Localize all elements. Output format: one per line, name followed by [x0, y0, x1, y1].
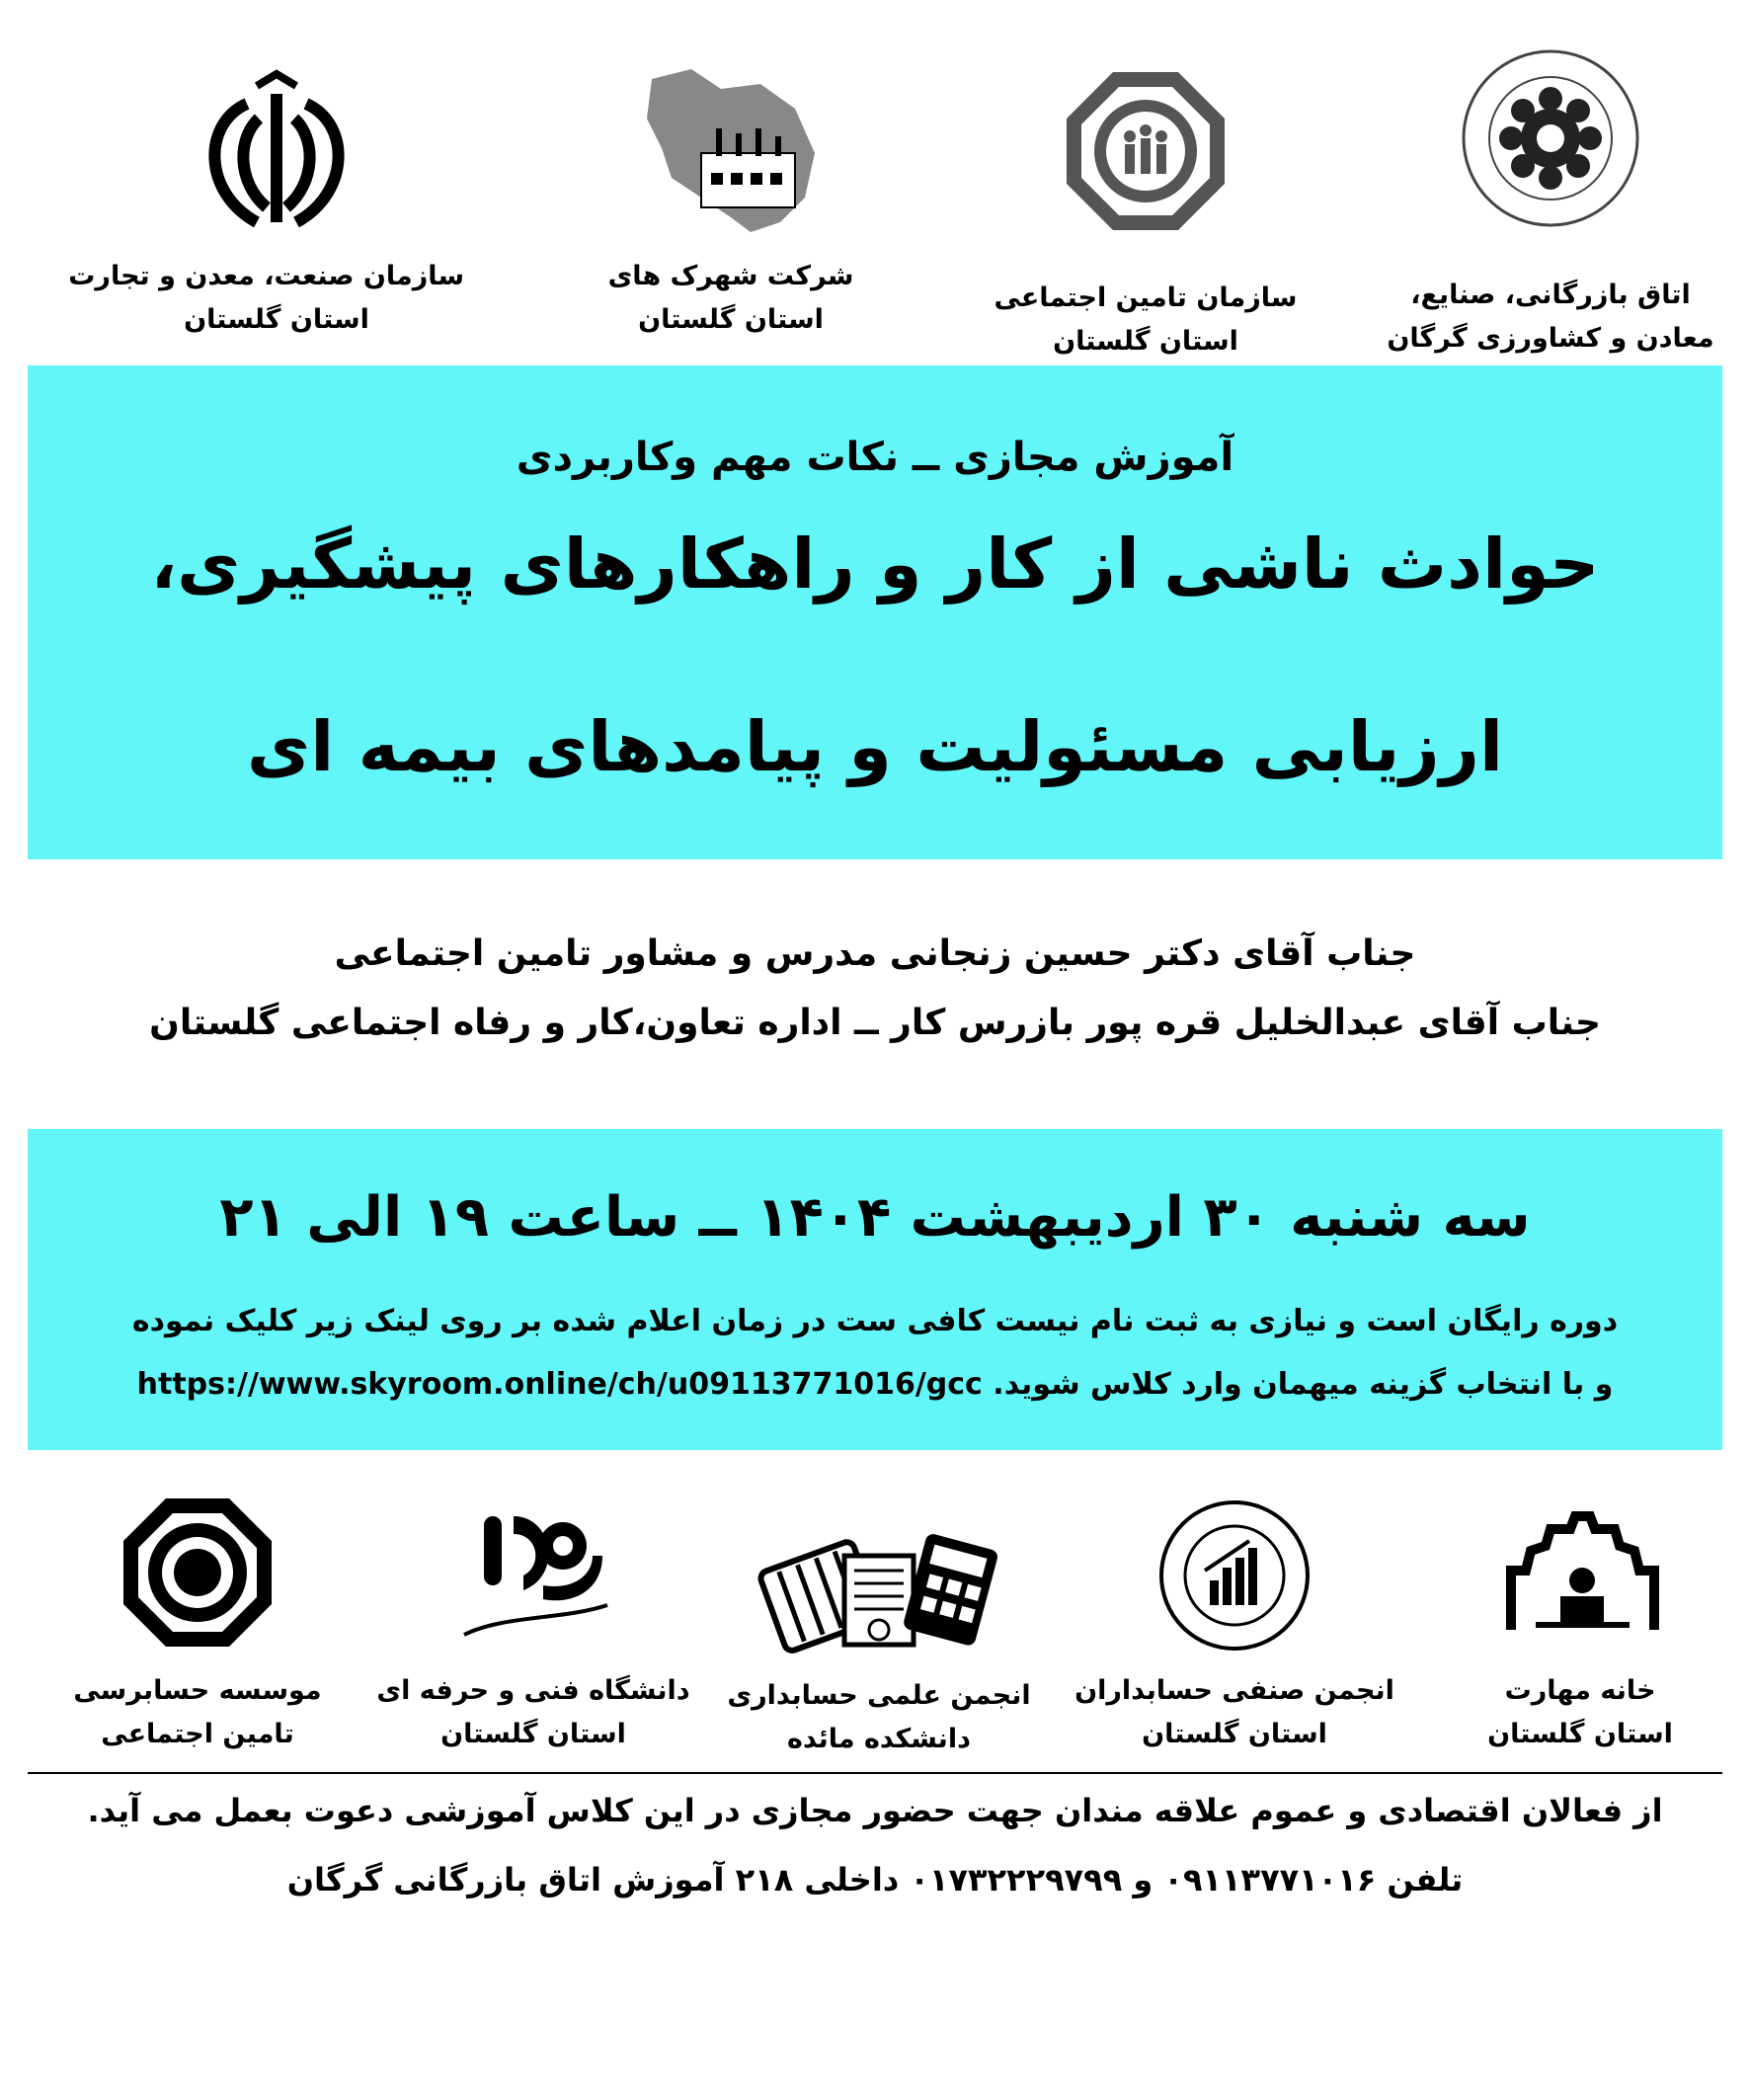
iran-emblem-icon [188, 64, 365, 237]
logo-industry-ministry [68, 64, 464, 342]
speaker-line1: جناب آقای دکتر حسین زنجانی مدرس و مشاور تامین اجتماعی [334, 933, 1416, 974]
contact-phone: تلفن ۰۹۱۱۳۷۷۱۰۱۶ و ۰۱۷۳۲۲۲۹۷۹۹ داخلی ۲۱۸ آموزش اتاق بازرگانی گرگان [286, 1861, 1464, 1898]
course-subtitle: آموزش مجازی ــ نکات مهم وکاربردی [516, 435, 1234, 480]
speaker-line2: جناب آقای عبدالخلیل قره پور بازرس کار ــ اداره تعاون،کار و رفاه اجتماعی گلستان [149, 1003, 1601, 1043]
invitation-text: از فعالان اقتصادی و عموم علاقه مندان جهت حضور مجازی در این کلاس آموزشی دعوت بعمل می آید. [87, 1792, 1663, 1829]
skills-house-gear-icon [1491, 1501, 1669, 1650]
logo-industrial-towns [523, 59, 938, 342]
logo-label-line1: دانشگاه فنی و حرفه ای [376, 1675, 690, 1706]
logo-label-line1: انجمن علمی حسابداری [727, 1680, 1031, 1711]
social-security-emblem-icon [1062, 67, 1230, 235]
logo-label-line2: تامین اجتماعی [101, 1719, 294, 1749]
industrial-towns-map-icon [632, 59, 830, 247]
logo-label-line1: سازمان صنعت، معدن و تجارت [68, 261, 464, 291]
logo-label-line2: معادن و کشاورزی گرگان [1387, 323, 1714, 354]
registration-info-line2 [0, 1367, 1750, 1402]
logo-label-line1: موسسه حسابرسی [73, 1675, 322, 1706]
class-link[interactable]: https://www.skyroom.online/ch/u09113771016/gcc [136, 1367, 983, 1402]
logo-label-line2: استان گلستان [440, 1719, 626, 1749]
logo-label-line1: اتاق بازرگانی، صنایع، [1410, 280, 1691, 310]
logo-accounting-scientific-association [701, 1526, 1057, 1761]
logo-accountants-association [1047, 1496, 1422, 1756]
logo-technical-university [356, 1496, 711, 1756]
logo-label-line1: شرکت شهرک های [607, 261, 854, 291]
logo-label-line2: استان گلستان [1053, 326, 1238, 357]
logo-label-line2: استان گلستان [184, 304, 369, 335]
registration-instruction: و با انتخاب گزینه میهمان وارد کلاس شوید. [993, 1367, 1614, 1402]
logo-label-line2: استان گلستان [1487, 1719, 1673, 1749]
accountants-association-seal-icon [1155, 1496, 1313, 1655]
logo-skills-house [1422, 1501, 1738, 1756]
chamber-of-commerce-seal-icon [1457, 44, 1644, 232]
course-title-line2: ارزیابی مسئولیت و پیامدهای بیمه ای [247, 706, 1503, 787]
footer-divider [28, 1772, 1722, 1774]
schedule-band [28, 1129, 1722, 1450]
logo-label-line1: خانه مهارت [1504, 1675, 1656, 1706]
accounting-calculator-icon [751, 1526, 1007, 1655]
course-title-line1: حوادث ناشی از کار و راهکارهای پیشگیری، [150, 524, 1600, 605]
logo-label-line1: سازمان تامین اجتماعی [994, 283, 1298, 313]
logo-label-line2: استان گلستان [638, 304, 824, 335]
logo-label-line2: دانشکده مائده [787, 1724, 971, 1754]
audit-institute-emblem-icon [119, 1494, 277, 1652]
logo-audit-institute [40, 1494, 356, 1756]
logo-social-security [958, 67, 1333, 363]
logo-label-line2: استان گلستان [1142, 1719, 1327, 1749]
technical-university-logo-icon [444, 1496, 622, 1655]
registration-info-line1: دوره رایگان است و نیازی به ثبت نام نیست کافی ست در زمان اعلام شده بر روی لینک زیر کلیک نموده [131, 1304, 1619, 1338]
event-datetime: سه شنبه ۳۰ اردیبهشت ۱۴۰۴ ــ ساعت ۱۹ الی ۲۱ [219, 1185, 1531, 1250]
logo-label-line1: انجمن صنفی حسابداران [1074, 1675, 1394, 1706]
logo-chamber-of-commerce [1363, 44, 1738, 361]
